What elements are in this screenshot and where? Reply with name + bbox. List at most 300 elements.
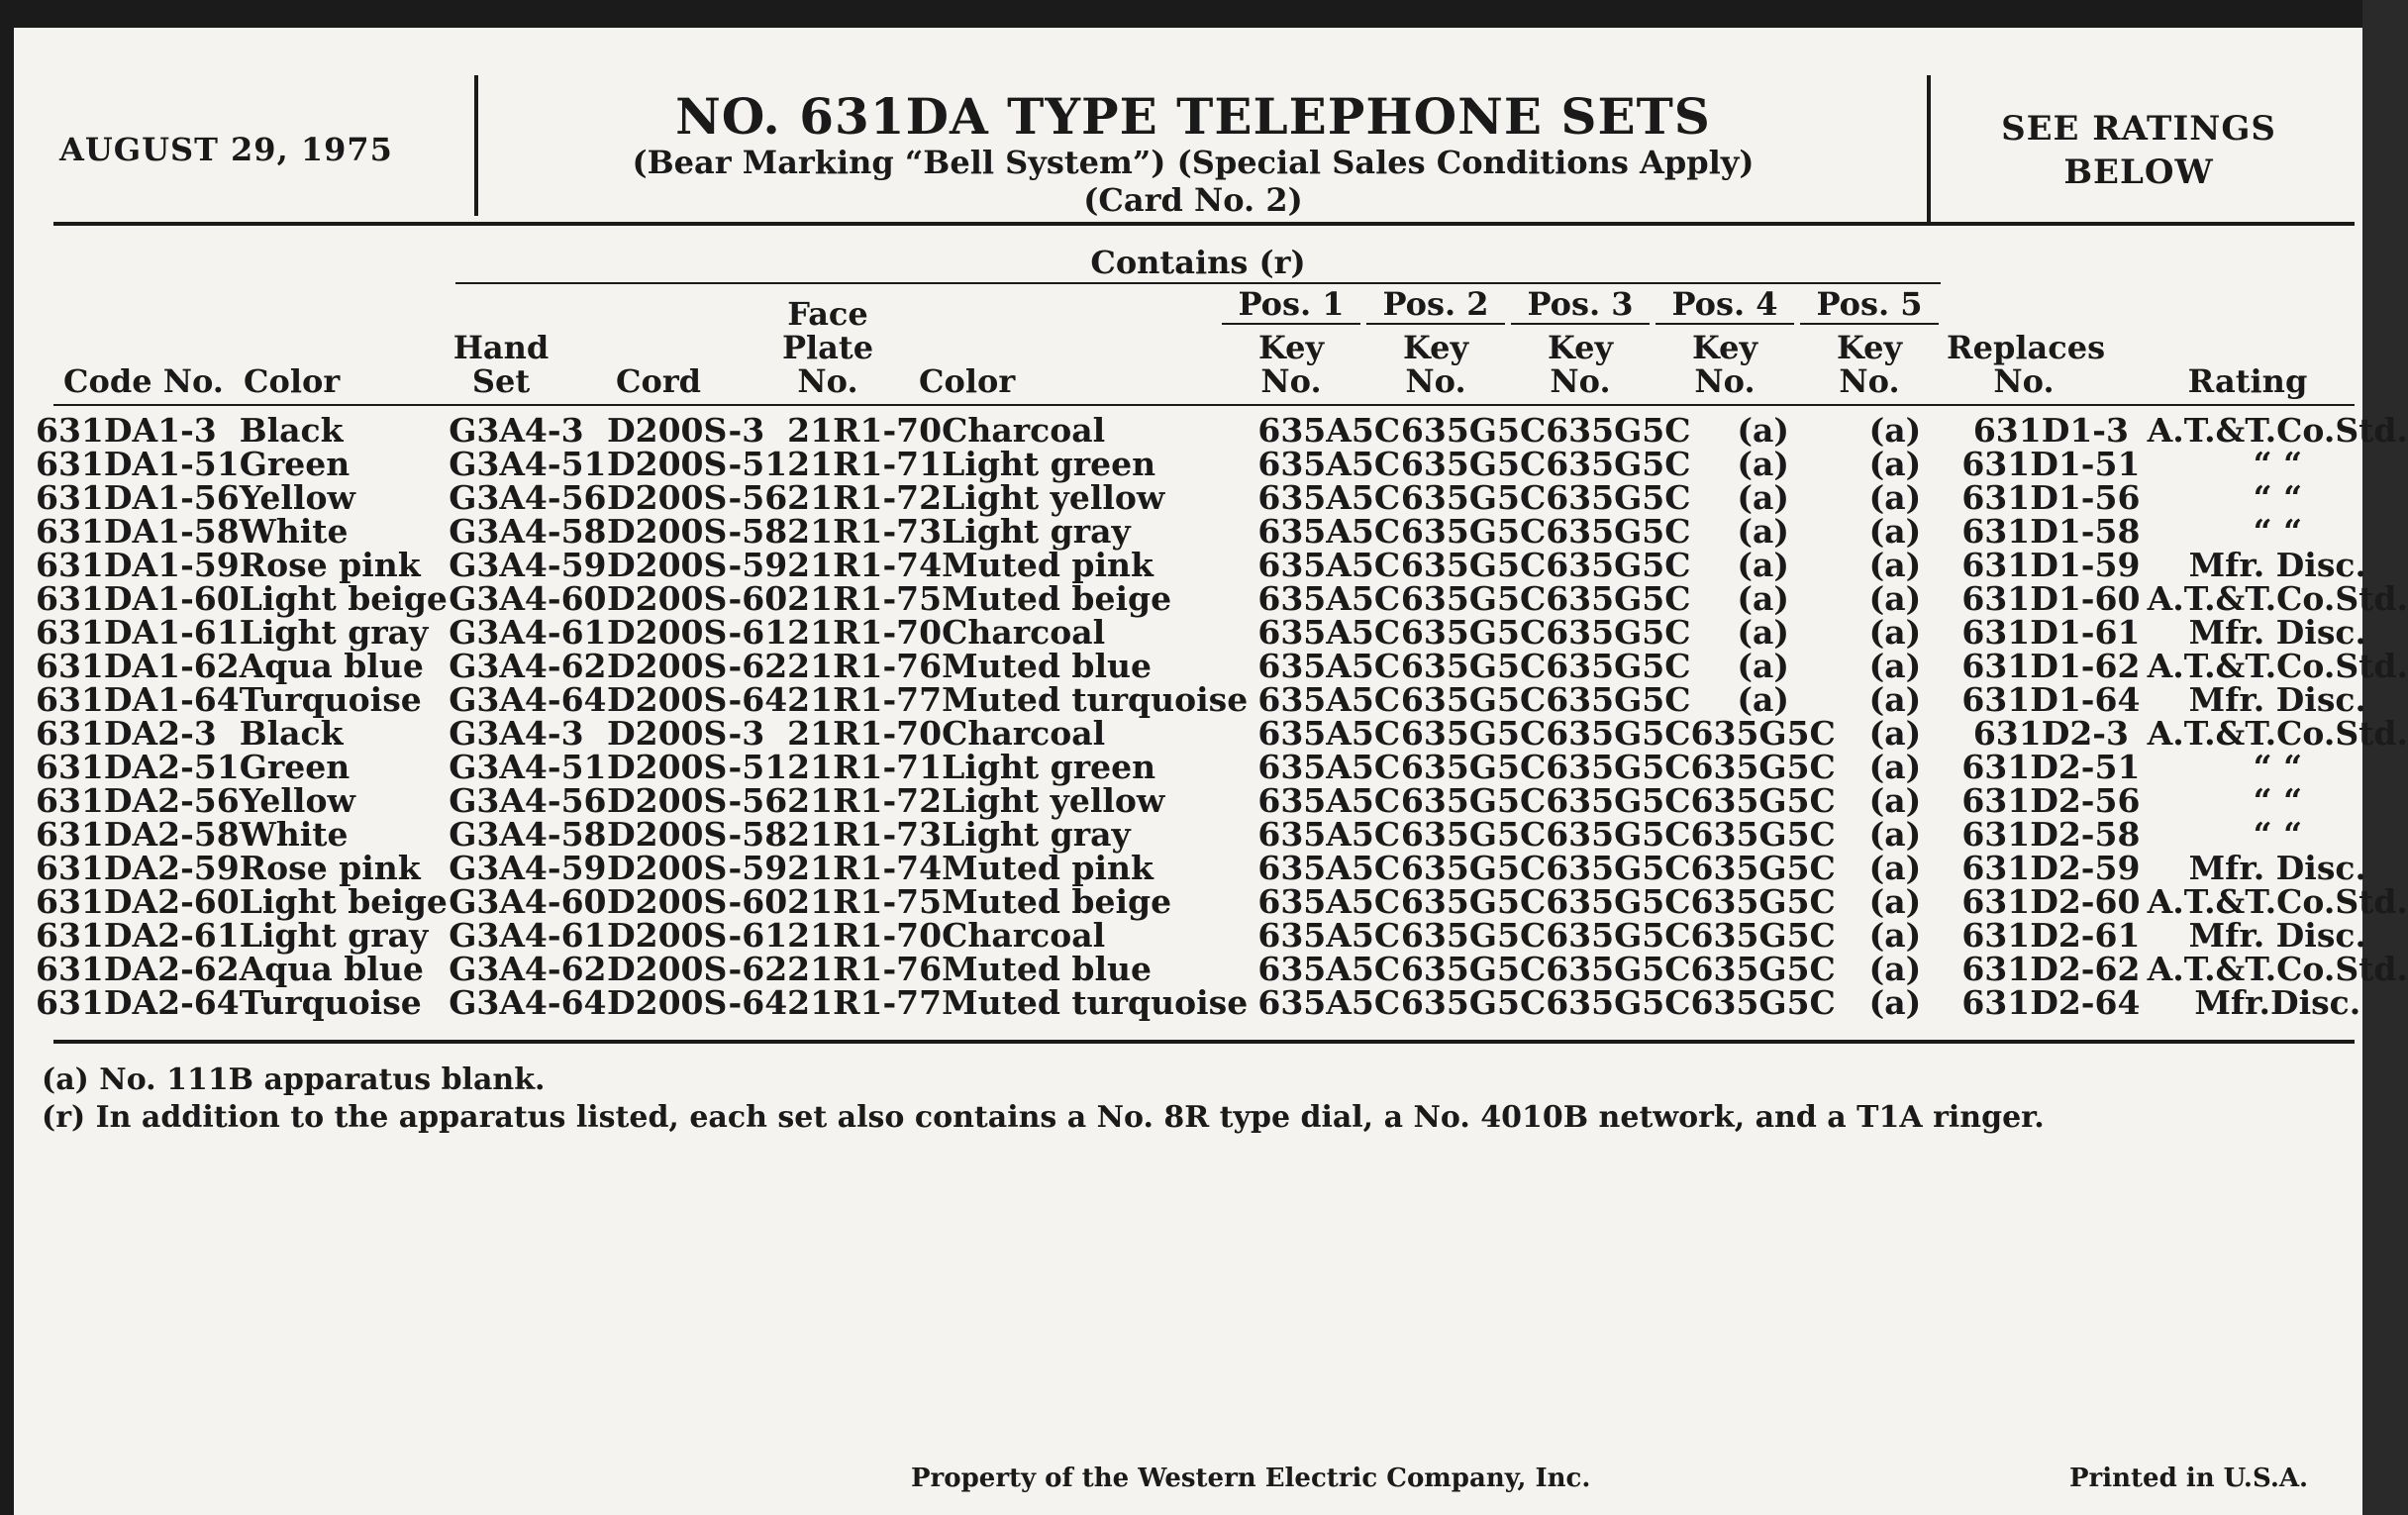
cell-pos2-key: 635G5C xyxy=(1400,882,1547,921)
cell-faceplate-color: Charcoal xyxy=(942,714,1106,753)
cell-handset: G3A4-59 xyxy=(449,546,607,584)
key-no-label: No. xyxy=(1260,362,1322,400)
cell-cord: D200S-62 xyxy=(607,647,788,685)
cell-pos2-key: 635G5C xyxy=(1400,781,1547,820)
cell-pos1-key: 635A5C xyxy=(1257,512,1401,551)
cell-color: Yellow xyxy=(239,478,355,517)
cell-pos2-key: 635G5C xyxy=(1400,680,1547,719)
table-row xyxy=(36,616,2408,650)
cell-pos1-key: 635A5C xyxy=(1257,546,1401,584)
cell-code: 631DA2-3 xyxy=(36,714,217,753)
cell-pos4-key: (a) xyxy=(1737,579,1789,618)
cell-faceplate: 21R1-77 xyxy=(787,680,943,719)
cell-pos5-key: (a) xyxy=(1868,613,1922,652)
table-row xyxy=(36,953,2408,986)
cell-faceplate-color: Light gray xyxy=(942,815,1131,854)
printed-note: Printed in U.S.A. xyxy=(2069,1464,2309,1493)
cell-color: Light gray xyxy=(239,916,429,955)
cell-pos4-key: (a) xyxy=(1737,445,1789,483)
table-row xyxy=(36,986,2408,1020)
col-face-line1: Face xyxy=(787,295,868,333)
cell-faceplate-color: Light yellow xyxy=(942,478,1165,517)
cell-pos3-key: 635G5C xyxy=(1546,546,1691,584)
cell-handset: G3A4-51 xyxy=(449,748,607,786)
pos1-rule xyxy=(1222,323,1360,325)
cell-color: Aqua blue xyxy=(239,950,424,988)
cell-faceplate: 21R1-74 xyxy=(787,546,943,584)
cell-replaces: 631D2-60 xyxy=(1961,882,2141,921)
cell-replaces: 631D2-59 xyxy=(1961,849,2141,887)
cell-pos2-key: 635G5C xyxy=(1400,478,1547,517)
cell-replaces: 631D1-62 xyxy=(1961,647,2141,685)
cell-pos5-key: (a) xyxy=(1868,849,1922,887)
cell-pos1-key: 635A5C xyxy=(1257,849,1401,887)
cell-faceplate-color: Charcoal xyxy=(942,916,1106,955)
cell-faceplate: 21R1-70 xyxy=(787,916,943,955)
col-face-line3: No. xyxy=(797,362,858,400)
cell-pos3-key: 635G5C xyxy=(1546,849,1691,887)
cell-pos3-key: 635G5C xyxy=(1546,815,1691,854)
cell-pos1-key: 635A5C xyxy=(1257,781,1401,820)
cell-faceplate: 21R1-75 xyxy=(787,882,943,921)
cell-handset: G3A4-56 xyxy=(449,781,607,820)
col-face-line2: Plate xyxy=(781,329,874,366)
cell-pos2-key: 635G5C xyxy=(1400,546,1547,584)
cell-cord: D200S-58 xyxy=(607,815,788,854)
cell-faceplate: 21R1-70 xyxy=(787,714,943,753)
key-no-label: No. xyxy=(1550,362,1611,400)
cell-pos1-key: 635A5C xyxy=(1257,815,1401,854)
contains-heading: Contains (r) xyxy=(1090,244,1306,281)
cell-pos5-key: (a) xyxy=(1868,983,1922,1022)
cell-faceplate: 21R1-76 xyxy=(787,950,943,988)
cell-faceplate: 21R1-72 xyxy=(787,478,943,517)
cell-pos4-key: (a) xyxy=(1737,680,1789,719)
cell-handset: G3A4-61 xyxy=(449,613,607,652)
col-replaces-line1: Replaces xyxy=(1947,329,2106,366)
pos2-rule xyxy=(1366,323,1505,325)
cell-pos1-key: 635A5C xyxy=(1257,445,1401,483)
cell-pos1-key: 635A5C xyxy=(1257,647,1401,685)
cell-faceplate: 21R1-76 xyxy=(787,647,943,685)
cell-faceplate-color: Muted turquoise xyxy=(942,983,1249,1022)
cell-color: Turquoise xyxy=(239,983,422,1022)
property-note: Property of the Western Electric Company, Inc. xyxy=(911,1464,1591,1493)
card-date: AUGUST 29, 1975 xyxy=(59,131,393,168)
cell-code: 631DA1-51 xyxy=(36,445,240,483)
cell-rating: A.T.&T.Co.Std. xyxy=(2147,950,2408,988)
cell-pos1-key: 635A5C xyxy=(1257,983,1401,1022)
cell-color: Green xyxy=(239,445,351,483)
cell-code: 631DA2-58 xyxy=(36,815,240,854)
cell-replaces: 631D2-51 xyxy=(1961,748,2141,786)
cell-replaces: 631D1-64 xyxy=(1961,680,2141,719)
col-pos3-key xyxy=(1511,331,1650,398)
table-row xyxy=(36,784,2408,818)
cell-pos5-key: (a) xyxy=(1868,916,1922,955)
cell-cord: D200S-56 xyxy=(607,781,788,820)
col-rating: Rating xyxy=(2187,362,2308,400)
cell-pos4-key: (a) xyxy=(1737,647,1789,685)
cell-color: Aqua blue xyxy=(239,647,424,685)
cell-cord: D200S-60 xyxy=(607,882,788,921)
cell-pos5-key: (a) xyxy=(1868,781,1922,820)
cell-faceplate-color: Muted pink xyxy=(942,849,1154,887)
cell-replaces: 631D1-60 xyxy=(1961,579,2141,618)
cell-faceplate: 21R1-70 xyxy=(787,411,943,450)
cell-pos3-key: 635G5C xyxy=(1546,916,1691,955)
header-divider-right xyxy=(1927,75,1931,222)
cell-pos5-key: (a) xyxy=(1868,680,1922,719)
cell-code: 631DA1-64 xyxy=(36,680,240,719)
cell-color: Light gray xyxy=(239,613,429,652)
footnotes xyxy=(42,1061,2045,1137)
col-pos3: Pos. 3 xyxy=(1527,285,1634,323)
table-row xyxy=(36,515,2408,549)
col-pos4-key xyxy=(1656,331,1794,398)
cell-replaces: 631D2-58 xyxy=(1961,815,2141,854)
cell-handset: G3A4-3 xyxy=(449,411,584,450)
col-pos4: Pos. 4 xyxy=(1671,285,1778,323)
cell-pos4-key: 635G5C xyxy=(1690,849,1836,887)
cell-color: Rose pink xyxy=(239,546,421,584)
cell-pos2-key: 635G5C xyxy=(1400,647,1547,685)
footnote-r: (r) In addition to the apparatus listed, each set also contains a No. 8R type dial, a No. 4010B network, and a T1A ringer. xyxy=(42,1100,2045,1135)
cell-rating: “ “ xyxy=(2253,748,2303,786)
cell-pos5-key: (a) xyxy=(1868,546,1922,584)
table-row xyxy=(36,852,2408,885)
col-handset xyxy=(452,331,551,398)
table-bottom-rule xyxy=(53,1040,2355,1044)
cell-faceplate: 21R1-70 xyxy=(787,613,943,652)
cell-code: 631DA2-56 xyxy=(36,781,240,820)
cell-faceplate: 21R1-74 xyxy=(787,849,943,887)
cell-handset: G3A4-51 xyxy=(449,445,607,483)
cell-cord: D200S-62 xyxy=(607,950,788,988)
cell-pos3-key: 635G5C xyxy=(1546,445,1691,483)
cell-pos3-key: 635G5C xyxy=(1546,714,1691,753)
cell-pos5-key: (a) xyxy=(1868,815,1922,854)
cell-replaces: 631D1-58 xyxy=(1961,512,2141,551)
cell-faceplate-color: Light green xyxy=(942,445,1156,483)
col-pos1-key xyxy=(1222,331,1360,398)
cell-cord: D200S-61 xyxy=(607,613,788,652)
cell-code: 631DA2-64 xyxy=(36,983,240,1022)
cell-pos4-key: 635G5C xyxy=(1690,882,1836,921)
cell-pos1-key: 635A5C xyxy=(1257,882,1401,921)
cell-pos4-key: (a) xyxy=(1737,546,1789,584)
table-row xyxy=(36,549,2408,582)
cell-faceplate-color: Muted beige xyxy=(942,882,1172,921)
table-row xyxy=(36,414,2408,448)
cell-pos2-key: 635G5C xyxy=(1400,983,1547,1022)
table-row xyxy=(36,683,2408,717)
cell-code: 631DA1-3 xyxy=(36,411,217,450)
card-title: NO. 631DA TYPE TELEPHONE SETS xyxy=(675,87,1711,146)
cell-color: Rose pink xyxy=(239,849,421,887)
cell-code: 631DA2-61 xyxy=(36,916,240,955)
cell-code: 631DA2-59 xyxy=(36,849,240,887)
cell-replaces: 631D2-61 xyxy=(1961,916,2141,955)
col-pos5: Pos. 5 xyxy=(1816,285,1923,323)
cell-replaces: 631D1-61 xyxy=(1961,613,2141,652)
cell-pos3-key: 635G5C xyxy=(1546,950,1691,988)
card-subtitle xyxy=(465,144,1921,219)
cell-pos2-key: 635G5C xyxy=(1400,748,1547,786)
cell-pos3-key: 635G5C xyxy=(1546,983,1691,1022)
cell-code: 631DA2-62 xyxy=(36,950,240,988)
cell-faceplate-color: Light green xyxy=(942,748,1156,786)
cell-handset: G3A4-3 xyxy=(449,714,584,753)
cell-handset: G3A4-56 xyxy=(449,478,607,517)
cell-cord: D200S-51 xyxy=(607,748,788,786)
cell-pos2-key: 635G5C xyxy=(1400,411,1547,450)
table-row xyxy=(36,751,2408,784)
ratings-line-2: BELOW xyxy=(2063,152,2214,192)
cell-color: White xyxy=(239,512,349,551)
cell-handset: G3A4-62 xyxy=(449,950,607,988)
cell-pos3-key: 635G5C xyxy=(1546,680,1691,719)
cell-rating: Mfr.Disc. xyxy=(2194,983,2361,1022)
cell-code: 631DA2-60 xyxy=(36,882,240,921)
cell-pos2-key: 635G5C xyxy=(1400,512,1547,551)
cell-pos5-key: (a) xyxy=(1868,445,1922,483)
cell-faceplate-color: Muted blue xyxy=(942,950,1153,988)
cell-cord: D200S-3 xyxy=(607,714,765,753)
cell-pos4-key: (a) xyxy=(1737,613,1789,652)
cell-color: Light beige xyxy=(239,882,448,921)
cell-pos3-key: 635G5C xyxy=(1546,512,1691,551)
cell-pos1-key: 635A5C xyxy=(1257,916,1401,955)
cell-rating: “ “ xyxy=(2253,815,2303,854)
cell-cord: D200S-64 xyxy=(607,983,788,1022)
key-label: Key xyxy=(1547,329,1614,366)
cell-pos2-key: 635G5C xyxy=(1400,445,1547,483)
cell-pos2-key: 635G5C xyxy=(1400,815,1547,854)
cell-rating: “ “ xyxy=(2253,445,2303,483)
cell-faceplate: 21R1-73 xyxy=(787,512,943,551)
cell-rating: Mfr. Disc. xyxy=(2188,849,2366,887)
pos3-rule xyxy=(1511,323,1650,325)
cell-faceplate: 21R1-73 xyxy=(787,815,943,854)
cell-pos5-key: (a) xyxy=(1868,950,1922,988)
cell-pos1-key: 635A5C xyxy=(1257,950,1401,988)
ratings-line-1: SEE RATINGS xyxy=(2001,109,2276,149)
cell-code: 631DA1-60 xyxy=(36,579,240,618)
cell-rating: Mfr. Disc. xyxy=(2188,680,2366,719)
table-row xyxy=(36,818,2408,852)
cell-cord: D200S-3 xyxy=(607,411,765,450)
col-cord: Cord xyxy=(616,362,702,400)
cell-rating: Mfr. Disc. xyxy=(2188,546,2366,584)
col-pos2-key xyxy=(1366,331,1505,398)
column-header-rule xyxy=(53,404,2355,406)
col-replaces-line2: No. xyxy=(1993,362,2055,400)
cell-cord: D200S-58 xyxy=(607,512,788,551)
table-row xyxy=(36,448,2408,481)
cell-handset: G3A4-60 xyxy=(449,882,607,921)
col-replaces xyxy=(1947,329,2106,400)
col-handset-line1: Hand xyxy=(452,329,550,366)
cell-cord: D200S-59 xyxy=(607,546,788,584)
subtitle-line-2: (Card No. 2) xyxy=(1083,181,1303,219)
cell-pos3-key: 635G5C xyxy=(1546,882,1691,921)
cell-replaces: 631D2-56 xyxy=(1961,781,2141,820)
cell-pos2-key: 635G5C xyxy=(1400,613,1547,652)
cell-rating: A.T.&T.Co.Std. xyxy=(2147,579,2408,618)
cell-color: Yellow xyxy=(239,781,355,820)
cell-replaces: 631D1-59 xyxy=(1961,546,2141,584)
cell-pos4-key: 635G5C xyxy=(1690,916,1836,955)
cell-color: Black xyxy=(239,714,344,753)
key-no-label: No. xyxy=(1694,362,1756,400)
key-label: Key xyxy=(1691,329,1758,366)
cell-cord: D200S-56 xyxy=(607,478,788,517)
cell-pos3-key: 635G5C xyxy=(1546,411,1691,450)
cell-faceplate-color: Charcoal xyxy=(942,613,1106,652)
cell-cord: D200S-61 xyxy=(607,916,788,955)
cell-faceplate-color: Light gray xyxy=(942,512,1131,551)
cell-faceplate-color: Light yellow xyxy=(942,781,1165,820)
cell-pos5-key: (a) xyxy=(1868,411,1922,450)
cell-pos4-key: (a) xyxy=(1737,411,1789,450)
cell-cord: D200S-51 xyxy=(607,445,788,483)
cell-pos1-key: 635A5C xyxy=(1257,411,1401,450)
cell-faceplate-color: Charcoal xyxy=(942,411,1106,450)
cell-replaces: 631D2-3 xyxy=(1972,714,2129,753)
cell-rating: A.T.&T.Co.Std. xyxy=(2147,714,2408,753)
col-code: Code No. xyxy=(63,362,224,400)
cell-pos3-key: 635G5C xyxy=(1546,647,1691,685)
cell-pos5-key: (a) xyxy=(1868,714,1922,753)
cell-handset: G3A4-62 xyxy=(449,647,607,685)
cell-handset: G3A4-60 xyxy=(449,579,607,618)
cell-color: Light beige xyxy=(239,579,448,618)
cell-cord: D200S-60 xyxy=(607,579,788,618)
cell-faceplate-color: Muted beige xyxy=(942,579,1172,618)
cell-pos5-key: (a) xyxy=(1868,882,1922,921)
col-color: Color xyxy=(244,362,341,400)
cell-handset: G3A4-59 xyxy=(449,849,607,887)
cell-handset: G3A4-61 xyxy=(449,916,607,955)
cell-code: 631DA1-56 xyxy=(36,478,240,517)
cell-faceplate: 21R1-72 xyxy=(787,781,943,820)
cell-rating: A.T.&T.Co.Std. xyxy=(2147,411,2408,450)
cell-faceplate: 21R1-75 xyxy=(787,579,943,618)
cell-rating: A.T.&T.Co.Std. xyxy=(2147,882,2408,921)
col-faceplate xyxy=(768,297,887,398)
cell-pos5-key: (a) xyxy=(1868,478,1922,517)
col-pos2: Pos. 2 xyxy=(1382,285,1489,323)
table-row xyxy=(36,717,2408,751)
cell-replaces: 631D1-56 xyxy=(1961,478,2141,517)
cell-pos3-key: 635G5C xyxy=(1546,748,1691,786)
cell-cord: D200S-59 xyxy=(607,849,788,887)
cell-color: White xyxy=(239,815,349,854)
cell-pos4-key: 635G5C xyxy=(1690,781,1836,820)
cell-pos3-key: 635G5C xyxy=(1546,613,1691,652)
cell-pos1-key: 635A5C xyxy=(1257,680,1401,719)
cell-pos4-key: (a) xyxy=(1737,478,1789,517)
key-label: Key xyxy=(1836,329,1903,366)
cell-pos5-key: (a) xyxy=(1868,647,1922,685)
cell-pos4-key: 635G5C xyxy=(1690,714,1836,753)
cell-pos5-key: (a) xyxy=(1868,512,1922,551)
cell-faceplate: 21R1-71 xyxy=(787,445,943,483)
cell-replaces: 631D2-62 xyxy=(1961,950,2141,988)
cell-pos2-key: 635G5C xyxy=(1400,950,1547,988)
cell-pos5-key: (a) xyxy=(1868,579,1922,618)
cell-pos3-key: 635G5C xyxy=(1546,781,1691,820)
cell-faceplate: 21R1-71 xyxy=(787,748,943,786)
cell-pos3-key: 635G5C xyxy=(1546,478,1691,517)
cell-rating: Mfr. Disc. xyxy=(2188,613,2366,652)
footnote-a: (a) No. 111B apparatus blank. xyxy=(42,1062,546,1097)
col-color2: Color xyxy=(919,362,1016,400)
table-row xyxy=(36,885,2408,919)
cell-color: Black xyxy=(239,411,344,450)
cell-code: 631DA2-51 xyxy=(36,748,240,786)
table-row xyxy=(36,481,2408,515)
col-pos5-key xyxy=(1800,331,1939,398)
cell-pos2-key: 635G5C xyxy=(1400,579,1547,618)
cell-code: 631DA1-58 xyxy=(36,512,240,551)
cell-color: Turquoise xyxy=(239,680,422,719)
cell-color: Green xyxy=(239,748,351,786)
cell-pos4-key: 635G5C xyxy=(1690,950,1836,988)
cell-replaces: 631D1-3 xyxy=(1972,411,2129,450)
cell-pos5-key: (a) xyxy=(1868,748,1922,786)
cell-pos1-key: 635A5C xyxy=(1257,613,1401,652)
cell-pos4-key: 635G5C xyxy=(1690,748,1836,786)
key-no-label: No. xyxy=(1405,362,1466,400)
table-row xyxy=(36,650,2408,683)
pos4-rule xyxy=(1656,323,1794,325)
cell-handset: G3A4-64 xyxy=(449,983,607,1022)
pos5-rule xyxy=(1800,323,1939,325)
subtitle-line-1: (Bear Marking “Bell System”) (Special Sales Conditions Apply) xyxy=(632,144,1755,181)
cell-pos2-key: 635G5C xyxy=(1400,916,1547,955)
cell-faceplate-color: Muted turquoise xyxy=(942,680,1249,719)
key-label: Key xyxy=(1257,329,1325,366)
cell-pos1-key: 635A5C xyxy=(1257,714,1401,753)
cell-rating: Mfr. Disc. xyxy=(2188,916,2366,955)
key-no-label: No. xyxy=(1839,362,1900,400)
cell-pos3-key: 635G5C xyxy=(1546,579,1691,618)
cell-rating: A.T.&T.Co.Std. xyxy=(2147,647,2408,685)
cell-replaces: 631D2-64 xyxy=(1961,983,2141,1022)
header-rule xyxy=(53,222,2355,226)
cell-code: 631DA1-62 xyxy=(36,647,240,685)
col-handset-line2: Set xyxy=(471,362,531,400)
cell-handset: G3A4-64 xyxy=(449,680,607,719)
col-pos1: Pos. 1 xyxy=(1238,285,1345,323)
cell-pos4-key: (a) xyxy=(1737,512,1789,551)
telephone-sets-table xyxy=(36,411,2408,1022)
cell-pos2-key: 635G5C xyxy=(1400,714,1547,753)
cell-code: 631DA1-59 xyxy=(36,546,240,584)
cell-pos1-key: 635A5C xyxy=(1257,478,1401,517)
table-row xyxy=(36,582,2408,616)
ratings-note xyxy=(1941,107,2337,194)
cell-code: 631DA1-61 xyxy=(36,613,240,652)
cell-faceplate-color: Muted blue xyxy=(942,647,1153,685)
cell-replaces: 631D1-51 xyxy=(1961,445,2141,483)
cell-pos1-key: 635A5C xyxy=(1257,579,1401,618)
cell-rating: “ “ xyxy=(2253,512,2303,551)
key-label: Key xyxy=(1402,329,1469,366)
cell-rating: “ “ xyxy=(2253,781,2303,820)
